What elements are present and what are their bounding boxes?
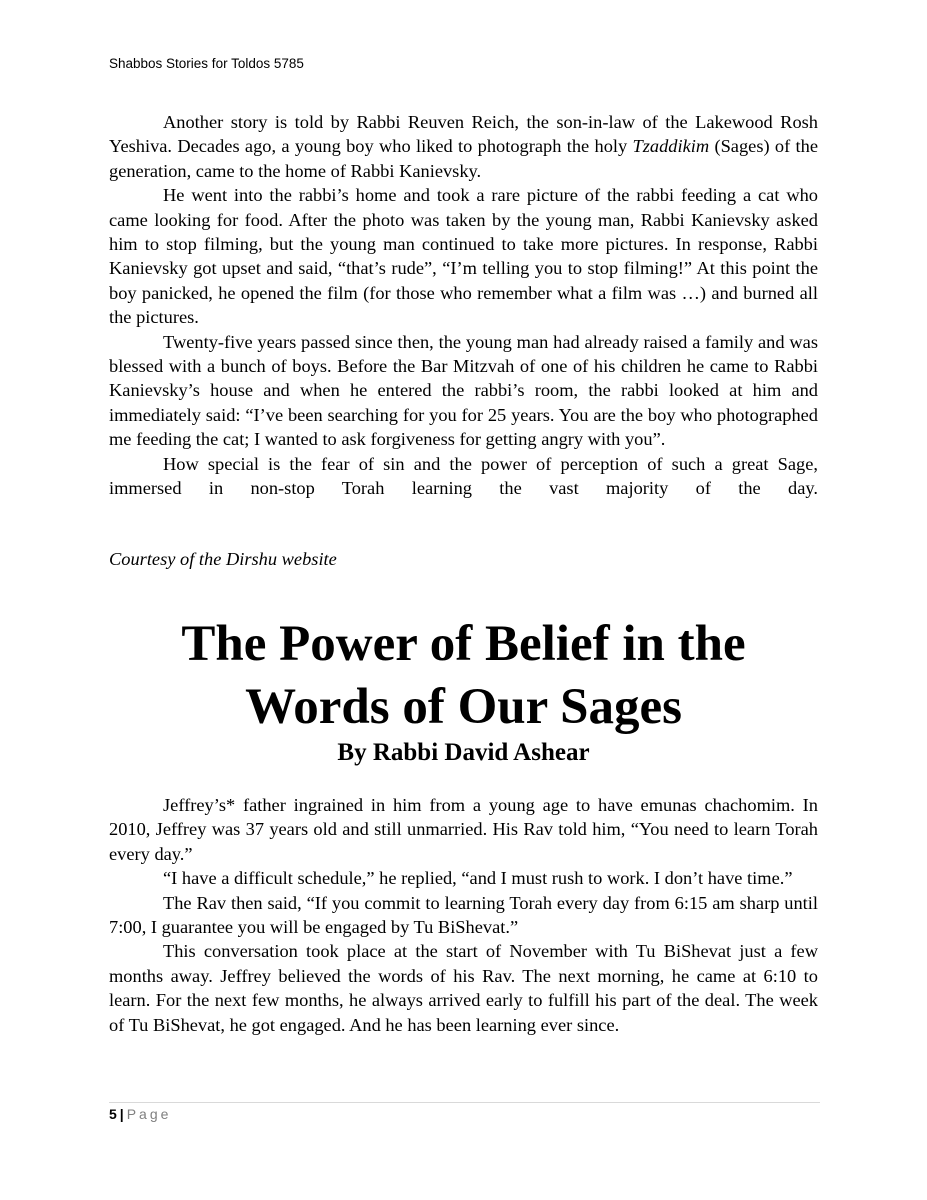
article-paragraph: “I have a difficult schedule,” he replied, “and I must rush to work. I don’t have time.” (163, 868, 793, 889)
article-byline: By Rabbi David Ashear (337, 739, 590, 766)
text-span: (Sages) of the generation, came to the home of Rabbi Kanievsky. (109, 136, 819, 181)
article-paragraph: Jeffrey’s* father ingrained in him from a young age to have emunas chachomim. In 2010, Jeffrey was 37 years old and still unmarried. His Rav told him, “You need to learn Torah every day.” (109, 795, 818, 864)
page-footer (109, 1106, 171, 1122)
article-title (0, 613, 927, 739)
page-label: Page (126, 1106, 172, 1122)
text-span: Another story is told by Rabbi Reuven Reich, the son-in-law of the Lakewood Rosh Yeshiva. Decades ago, a young boy who liked to photograph the holy (109, 112, 818, 157)
footer-separator: | (119, 1106, 124, 1122)
title-line: Words of Our Sages (245, 679, 682, 735)
article-heading (0, 613, 927, 767)
story-paragraph: He went into the rabbi’s home and took a rare picture of the rabbi feeding a cat who came looking for food. After the photo was taken by the young man, Rabbi Kanievsky asked him to stop filming, but the young man continued to take more pictures. In response, Rabbi Kanievsky got upset and said, “that’s rude”, “I’m telling you to stop filming!” At this point the boy panicked, he opened the film (for those who remember what a film was …) and burned all the pictures. (109, 185, 818, 328)
courtesy-credit: Courtesy of the Dirshu website (109, 549, 337, 569)
story-paragraph: Twenty-five years passed since then, the young man had already raised a family and was blessed with a bunch of boys. Before the Bar Mitzvah of one of his children he came to Rabbi Kanievsky’s house and when he entered the rabbi’s room, the rabbi looked at him and immediately said: “I’ve been searching for you for 25 years. You are the boy who photographed me feeding the cat; I wanted to ask forgiveness for getting angry with you”. (109, 331, 818, 450)
page-number: 5 (109, 1106, 117, 1122)
article-paragraph: The Rav then said, “If you commit to learning Torah every day from 6:15 am sharp until 7:00, I guarantee you will be engaged by Tu BiShevat.” (109, 892, 818, 938)
story-paragraph (109, 110, 818, 183)
running-header: Shabbos Stories for Toldos 5785 (109, 56, 304, 71)
italic-term: Tzaddikim (632, 136, 710, 157)
story-paragraph: How special is the fear of sin and the power of perception of such a great Sage, immersed in non-stop Torah learning the vast majority of the day. (109, 453, 818, 499)
article-body (109, 793, 818, 1037)
story-kanievsky (109, 110, 818, 501)
title-line: The Power of Belief in the (181, 616, 746, 672)
article-paragraph: This conversation took place at the start of November with Tu BiShevat just a few months away. Jeffrey believed the words of his Rav. The next morning, he came at 6:10 to learn. For the next few months, he always arrived early to fulfill his part of the deal. The week of Tu BiShevat, he got engaged. And he has been learning ever since. (109, 941, 818, 1035)
footer-divider (109, 1102, 820, 1103)
